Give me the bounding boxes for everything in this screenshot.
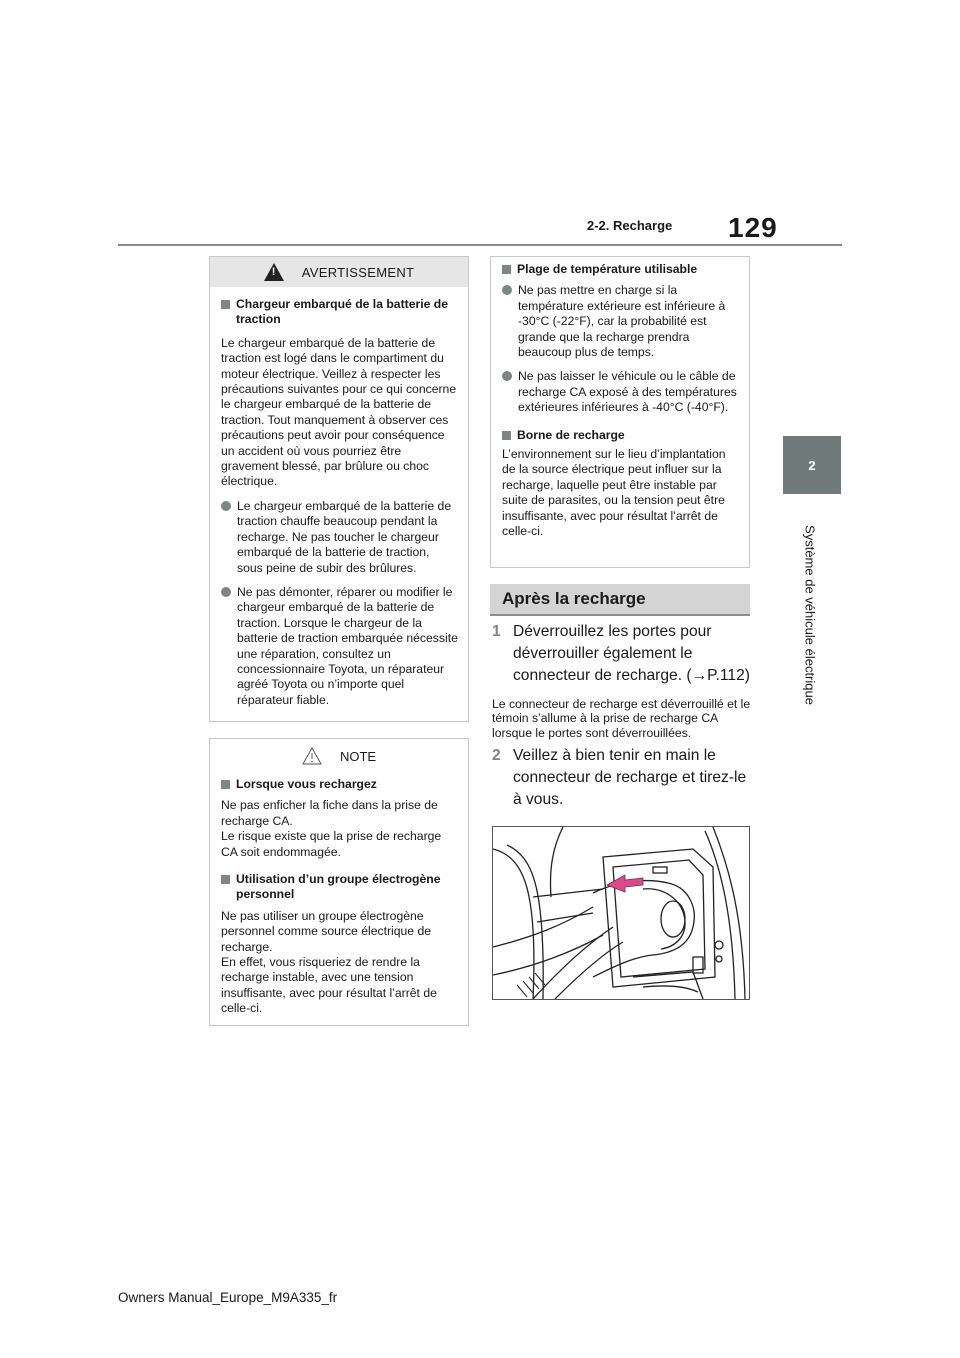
warning-bullet: Ne pas démonter, réparer ou modifier le chargeur embarqué de la batterie de traction. Lorsque le chargeur de la batterie de traction embarquée nécessite une réparation, consultez un concessionnaire Toyota, un réparateur agréé Toyota ou n’importe quel réparateur fiable.	[221, 585, 458, 708]
warning-heading: Chargeur embarqué de la batterie de traction	[221, 297, 458, 328]
step-text: Veillez à bien tenir en main le connecteur de recharge et tirez-le à vous.	[513, 747, 747, 808]
warning-content	[210, 287, 468, 708]
warning-header	[210, 257, 468, 287]
step-number: 2	[492, 747, 501, 764]
circle-bullet-icon	[221, 587, 231, 597]
note-paragraph: Ne pas enficher la fiche dans la prise de recharge CA.	[221, 798, 438, 828]
step-1-note: Le connecteur de recharge est déverrouillé et le témoin s’allume à la prise de recharge CA lorsque le portes sont déverrouillées.	[492, 697, 751, 740]
square-bullet-icon	[221, 300, 230, 309]
note-paragraph: En effet, vous risqueriez de rendre la recharge instable, avec une tension insuffisante, avec pour résultat l’arrêt de celle-ci.	[221, 955, 437, 1016]
connector-drawing	[493, 827, 749, 999]
pull-arrow-icon	[607, 875, 643, 892]
note-heading: Lorsque vous rechargez	[221, 777, 458, 792]
chapter-tab[interactable]	[783, 436, 841, 494]
step-number: 1	[492, 623, 501, 640]
warning-box	[209, 256, 469, 722]
square-bullet-icon	[502, 431, 511, 440]
info-box	[490, 256, 750, 568]
note-box	[209, 738, 469, 1026]
info-paragraph: L’environnement sur le lieu d’implantation de la source électrique peut influer sur la recharge, laquelle peut être instable par suite de parasites, ou la tension peut être insuffisante, avec pour résultat l’arrêt de celle-ci.	[502, 447, 726, 539]
header-divider	[118, 244, 842, 246]
section-label: 2-2. Recharge	[587, 218, 673, 233]
charging-connector-illustration	[492, 826, 750, 1000]
section-heading: Après la recharge	[502, 589, 646, 608]
section-heading-bar	[490, 584, 750, 616]
step-1	[492, 621, 754, 687]
warning-icon: !	[264, 263, 284, 281]
info-heading: Plage de température utilisable	[502, 262, 739, 277]
note-heading: Utilisation d’un groupe électrogène personnel	[221, 872, 458, 903]
info-bullet: Ne pas mettre en charge si la température extérieure est inférieure à -30°C (-22°F), car la probabilité est grande que la recharge prendra beaucoup plus de temps.	[502, 283, 739, 360]
warning-paragraph: Le chargeur embarqué de la batterie de traction est logé dans le compartiment du moteur électrique. Veillez à respecter les précautions suivantes pour ce qui concerne le chargeur embarqué de la batterie de traction. Tout manquement à observer ces précautions peut avoir pour conséquence un accident où vous pourriez être gravement blessé, par brûlure ou choc électrique.	[221, 335, 457, 489]
square-bullet-icon	[221, 875, 230, 884]
warning-title: AVERTISSEMENT	[301, 264, 415, 280]
note-header	[210, 739, 468, 773]
note-paragraph: Le risque existe que la prise de recharge CA soit endommagée.	[221, 829, 442, 859]
circle-bullet-icon	[502, 285, 512, 295]
info-heading: Borne de recharge	[502, 428, 739, 443]
note-content	[210, 773, 468, 1017]
square-bullet-icon	[502, 265, 511, 274]
step-2	[492, 745, 754, 811]
step-text: Déverrouillez les portes pour déverrouiller également le connecteur de recharge. (→P.112)	[513, 623, 750, 684]
circle-bullet-icon	[502, 371, 512, 381]
page-number: 129	[728, 212, 778, 243]
footer-text: Owners Manual_Europe_M9A335_fr	[118, 1290, 338, 1305]
chapter-tab-number: 2	[808, 457, 816, 473]
info-content	[491, 257, 749, 540]
warning-bullet: Le chargeur embarqué de la batterie de traction chauffe beaucoup pendant la recharge. Ne pas toucher le chargeur embarqué de la batterie de traction, sous peine de subir des brûlures.	[221, 499, 458, 576]
circle-bullet-icon	[221, 501, 231, 511]
caution-icon	[302, 747, 322, 765]
info-bullet: Ne pas laisser le véhicule ou le câble de recharge CA exposé à des températures extérieures inférieures à -40°C (-40°F).	[502, 369, 739, 415]
chapter-title-text: Système de véhicule électrique	[802, 525, 818, 705]
note-title: NOTE	[339, 748, 377, 764]
chapter-title	[745, 520, 875, 710]
square-bullet-icon	[221, 780, 230, 789]
note-paragraph: Ne pas utiliser un groupe électrogène personnel comme source électrique de recharge.	[221, 908, 432, 954]
